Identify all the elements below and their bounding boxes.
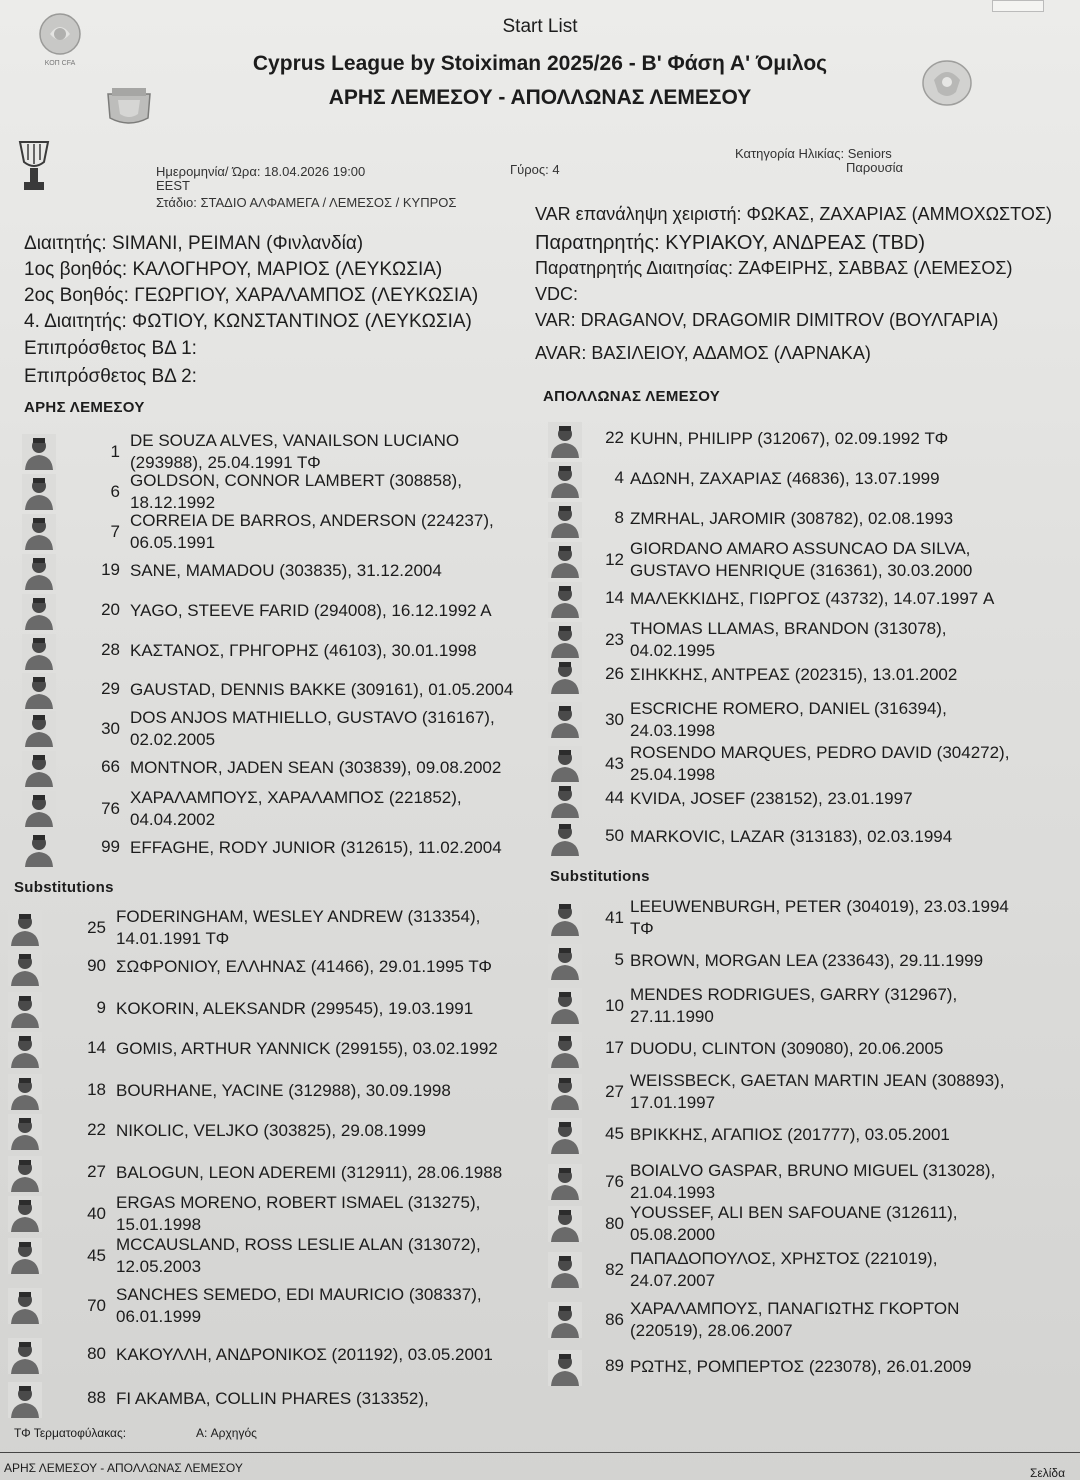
shirt-number: 20: [101, 600, 120, 619]
player-photo: [548, 502, 582, 538]
player-photo: [8, 950, 42, 986]
shirt-number: 8: [614, 508, 624, 527]
player-photo: [548, 820, 582, 856]
player-line: MARKOVIC, LAZAR (313183), 02.03.1994: [630, 827, 953, 846]
player-photo: [548, 702, 582, 738]
shirt-number: 1: [110, 442, 120, 461]
shirt-number: 28: [101, 640, 120, 659]
official-right-6: AVAR: ΒΑΣΙΛΕΙΟΥ, ΑΔΑΜΟΣ (ΛΑΡΝΑΚΑ): [535, 343, 871, 363]
match-stadium: Στάδιο: ΣΤΑΔΙΟ ΑΛΦΑΜΕΓΑ / ΛΕΜΕΣΟΣ / ΚΥΠΡΟΣ: [156, 195, 457, 210]
cfa-logo-text: ΚΟΠ CFA: [44, 60, 76, 67]
player-photo: [548, 988, 582, 1024]
player-line: BALOGUN, LEON ADEREMI (312911), 28.06.1988: [116, 1163, 503, 1182]
shirt-number: 10: [605, 996, 624, 1015]
player-info: [630, 742, 1009, 786]
player-line: GIORDANO AMARO ASSUNCAO DA SILVA,: [630, 539, 971, 558]
player-line: ROSENDO MARQUES, PEDRO DAVID (304272),: [630, 743, 1010, 762]
shirt-number: 30: [101, 719, 120, 738]
shirt-number: 45: [87, 1246, 106, 1265]
player-photo: [22, 711, 56, 747]
player-info: [130, 787, 462, 831]
legend-goalkeeper: ΤΦ Τερματοφύλακας:: [14, 1426, 127, 1440]
player-photo: [22, 673, 56, 709]
player-line: ΣΩΦΡΟΝΙΟΥ, ΕΛΛΗΝΑΣ (41466), 29.01.1995 ΤΦ: [116, 957, 492, 976]
player-line: ΚΑΚΟΥΛΛΗ, ΑΝΔΡΟΝΙΚΟΣ (201192), 03.05.2001: [116, 1345, 493, 1364]
footer-match: ΑΡΗΣ ΛΕΜΕΣΟΥ - ΑΠΟΛΛΩΝΑΣ ΛΕΜΕΣΟΥ: [4, 1461, 243, 1475]
shirt-number: 88: [87, 1388, 106, 1407]
player-line: FI AKAMBA, COLLIN PHARES (313352),: [116, 1389, 429, 1408]
player-line: 04.04.2002: [130, 810, 216, 829]
player-line: MONTNOR, JADEN SEAN (303839), 09.08.2002: [130, 758, 502, 777]
player-photo: [548, 900, 582, 936]
legend-captain: A: Αρχηγός: [196, 1426, 257, 1440]
shirt-number: 50: [605, 826, 624, 845]
player-info: [116, 1080, 451, 1102]
shirt-number: 76: [101, 799, 120, 818]
shirt-number: 43: [605, 754, 624, 773]
player-info: [630, 698, 947, 742]
player-info: [630, 984, 957, 1028]
shirt-number: 22: [87, 1120, 106, 1139]
player-line: NIKOLIC, VELJKO (303825), 29.08.1999: [116, 1121, 426, 1140]
player-line: ΒΡΙΚΚΗΣ, ΑΓΑΠΙΟΣ (201777), 03.05.2001: [630, 1125, 950, 1144]
player-line: GAUSTAD, DENNIS BAKKE (309161), 01.05.2004: [130, 680, 514, 699]
player-line: 24.07.2007: [630, 1271, 716, 1290]
age-category: Κατηγορία Ηλικίας: Seniors: [735, 146, 892, 161]
player-info: [116, 1192, 480, 1236]
player-photo: [548, 1302, 582, 1338]
shirt-number: 82: [605, 1260, 624, 1279]
official-left-3: 2ος Βοηθός: ΓΕΩΡΓΙΟΥ, ΧΑΡΑΛΑΜΠΟΣ (ΛΕΥΚΩΣΙΑ): [24, 285, 479, 306]
player-info: [130, 757, 501, 779]
player-info: [630, 950, 983, 972]
player-info: [630, 468, 940, 490]
player-photo: [548, 622, 582, 658]
match-datetime: Ημερομηνία/ Ώρα: 18.04.2026 19:00: [156, 164, 366, 179]
player-info: [630, 896, 1009, 940]
home-subs-heading: Substitutions: [14, 879, 114, 896]
shirt-number: 18: [87, 1080, 106, 1099]
shirt-number: 41: [605, 908, 624, 927]
player-info: [630, 1038, 943, 1060]
player-line: MCCAUSLAND, ROSS LESLIE ALAN (313072),: [116, 1235, 481, 1254]
player-line: GUSTAVO HENRIQUE (316361), 30.03.2000: [630, 561, 973, 580]
shirt-number: 26: [605, 664, 624, 683]
player-info: [130, 560, 442, 582]
player-line: 27.11.1990: [630, 1007, 714, 1026]
player-info: [130, 600, 492, 622]
player-info: [116, 1162, 502, 1184]
player-line: ΚΑΣΤΑΝΟΣ, ΓΡΗΓΟΡΗΣ (46103), 30.01.1998: [130, 641, 477, 660]
official-left-4: 4. Διαιτητής: ΦΩΤΙΟΥ, ΚΩΝΣΤΑΝΤΙΝΟΣ (ΛΕΥΚΩΣΙΑ): [24, 311, 472, 332]
player-line: 06.05.1991: [130, 533, 216, 552]
shirt-number: 27: [87, 1162, 106, 1181]
player-line: 04.02.1995: [630, 641, 716, 660]
player-photo: [8, 1114, 42, 1150]
player-line: KUHN, PHILIPP (312067), 02.09.1992 ΤΦ: [630, 429, 949, 448]
player-photo: [548, 1118, 582, 1154]
player-line: YAGO, STEEVE FARID (294008), 16.12.1992 A: [130, 601, 492, 620]
home-team-heading: ΑΡΗΣ ΛΕΜΕΣΟΥ: [24, 399, 145, 416]
shirt-number: 70: [87, 1296, 106, 1315]
footer-page-label: Σελίδα: [1030, 1466, 1066, 1480]
player-photo: [548, 1252, 582, 1288]
player-photo: [548, 1350, 582, 1386]
player-photo: [548, 782, 582, 818]
player-photo: [8, 1382, 42, 1418]
player-line: ΣΙΗΚΚΗΣ, ΑΝΤΡΕΑΣ (202315), 13.01.2002: [630, 665, 958, 684]
official-left-5: Επιπρόσθετος ΒΔ 1:: [24, 338, 197, 359]
shirt-number: 45: [605, 1124, 624, 1143]
shirt-number: 5: [614, 950, 624, 969]
player-info: [630, 1124, 950, 1146]
player-line: BOURHANE, YACINE (312988), 30.09.1998: [116, 1081, 451, 1100]
player-info: [630, 788, 913, 810]
player-info: [116, 906, 480, 950]
player-line: SANCHES SEMEDO, EDI MAURICIO (308337),: [116, 1285, 482, 1304]
player-line: 15.01.1998: [116, 1215, 202, 1234]
attendance: Παρουσία: [846, 160, 904, 175]
player-info: [630, 1356, 971, 1378]
player-photo: [22, 831, 56, 867]
player-info: [116, 1388, 429, 1410]
player-info: [630, 538, 972, 582]
player-line: 24.03.1998: [630, 721, 716, 740]
official-left-1: Διαιτητής: SIMANI, PEIMAN (Φινλανδία): [24, 233, 364, 254]
player-info: [116, 1038, 498, 1060]
player-photo: [22, 514, 56, 550]
player-line: ΧΑΡΑΛΑΜΠΟΥΣ, ΠΑΝΑΓΙΩΤΗΣ ΓΚΟΡΤΟΝ: [630, 1299, 960, 1318]
shirt-number: 23: [605, 630, 624, 649]
shirt-number: 99: [101, 837, 120, 856]
official-left-2: 1ος βοηθός: ΚΑΛΟΓΗΡΟΥ, ΜΑΡΙΟΣ (ΛΕΥΚΩΣΙΑ): [24, 259, 443, 280]
player-info: [116, 1284, 482, 1328]
player-line: ERGAS MORENO, ROBERT ISMAEL (313275),: [116, 1193, 481, 1212]
player-photo: [8, 1338, 42, 1374]
shirt-number: 27: [605, 1082, 624, 1101]
player-photo: [22, 474, 56, 510]
player-line: DE SOUZA ALVES, VANAILSON LUCIANO: [130, 431, 460, 450]
shirt-number: 14: [605, 588, 624, 607]
player-photo: [8, 1032, 42, 1068]
player-photo: [548, 746, 582, 782]
player-line: 25.04.1998: [630, 765, 716, 784]
shirt-number: 80: [87, 1344, 106, 1363]
player-photo: [548, 462, 582, 498]
player-line: WEISSBECK, GAETAN MARTIN JEAN (308893),: [630, 1071, 1005, 1090]
player-info: [130, 510, 494, 554]
official-left-6: Επιπρόσθετος ΒΔ 2:: [24, 366, 197, 387]
shirt-number: 40: [87, 1204, 106, 1223]
player-info: [116, 1344, 493, 1366]
player-photo: [8, 1074, 42, 1110]
league-trophy-icon: [14, 138, 54, 194]
player-line: LEEUWENBURGH, PETER (304019), 23.03.1994: [630, 897, 1009, 916]
player-photo: [8, 1238, 42, 1274]
player-photo: [22, 634, 56, 670]
shirt-number: 19: [101, 560, 120, 579]
player-info: [630, 1202, 958, 1246]
player-line: KVIDA, JOSEF (238152), 23.01.1997: [630, 789, 913, 808]
player-line: ZMRHAL, JAROMIR (308782), 02.08.1993: [630, 509, 954, 528]
player-info: [630, 1070, 1004, 1114]
player-line: YOUSSEF, ALI BEN SAFOUANE (312611),: [630, 1203, 958, 1222]
shirt-number: 66: [101, 757, 120, 776]
official-right-3: Παρατηρητής Διαιτησίας: ΖΑΦΕΙΡΗΣ, ΣΑΒΒΑΣ (ΛΕΜΕΣΟΣ): [535, 258, 1013, 278]
doc-title: Start List: [502, 16, 578, 37]
player-photo: [22, 751, 56, 787]
player-photo: [548, 542, 582, 578]
player-line: ΤΦ: [630, 919, 654, 938]
player-info: [116, 956, 492, 978]
player-info: [130, 707, 495, 751]
player-info: [630, 826, 952, 848]
player-photo: [22, 434, 56, 470]
player-line: GOMIS, ARTHUR YANNICK (299155), 03.02.1992: [116, 1039, 498, 1058]
player-line: 02.02.2005: [130, 730, 216, 749]
shirt-number: 30: [605, 710, 624, 729]
player-line: BOIALVO GASPAR, BRUNO MIGUEL (313028),: [630, 1161, 996, 1180]
player-photo: [548, 1074, 582, 1110]
player-info: [116, 1120, 426, 1142]
shirt-number: 4: [614, 468, 624, 487]
match-round: Γύρος: 4: [510, 162, 560, 177]
official-right-4: VDC:: [535, 284, 579, 304]
match-timezone: EEST: [156, 178, 190, 193]
player-info: [130, 679, 513, 701]
away-subs-heading: Substitutions: [550, 868, 650, 885]
player-info: [630, 618, 946, 662]
player-info: [130, 430, 459, 474]
corner-tab: [992, 0, 1044, 12]
player-line: FODERINGHAM, WESLEY ANDREW (313354),: [116, 907, 481, 926]
player-line: GOLDSON, CONNOR LAMBERT (308858),: [130, 471, 462, 490]
player-line: ΡΩΤΗΣ, ΡΟΜΠΕΡΤΟΣ (223078), 26.01.2009: [630, 1357, 972, 1376]
shirt-number: 89: [605, 1356, 624, 1375]
player-info: [130, 837, 502, 859]
player-line: MENDES RODRIGUES, GARRY (312967),: [630, 985, 958, 1004]
match-title: ΑΡΗΣ ΛΕΜΕΣΟΥ - ΑΠΟΛΛΩΝΑΣ ΛΕΜΕΣΟΥ: [328, 86, 752, 109]
player-photo: [548, 944, 582, 980]
player-line: SANE, MAMADOU (303835), 31.12.2004: [130, 561, 442, 580]
player-photo: [8, 910, 42, 946]
player-line: KOKORIN, ALEKSANDR (299545), 19.03.1991: [116, 999, 474, 1018]
official-right-5: VAR: DRAGANOV, DRAGOMIR DIMITROV (ΒΟΥΛΓΑΡΙΑ): [535, 310, 999, 330]
player-photo: [8, 1196, 42, 1232]
shirt-number: 80: [605, 1214, 624, 1233]
competition-title: Cyprus League by Stoiximan 2025/26 - Β' Φάση Α' Όμιλος: [252, 52, 828, 75]
player-line: ΠΑΠΑΔΟΠΟΥΛΟΣ, ΧΡΗΣΤΟΣ (221019),: [630, 1249, 938, 1268]
player-info: [116, 998, 473, 1020]
player-photo: [8, 1156, 42, 1192]
official-right-2: Παρατηρητής: ΚΥΡΙΑΚΟΥ, ΑΝΔΡΕΑΣ (TBD): [535, 232, 925, 254]
player-photo: [548, 582, 582, 618]
player-line: 12.05.2003: [116, 1257, 202, 1276]
shirt-number: 25: [87, 918, 106, 937]
player-info: [116, 1234, 481, 1278]
player-photo: [8, 992, 42, 1028]
player-photo: [548, 422, 582, 458]
player-info: [130, 640, 477, 662]
player-line: DOS ANJOS MATHIELLO, GUSTAVO (316167),: [130, 708, 495, 727]
player-photo: [548, 1032, 582, 1068]
shirt-number: 14: [87, 1038, 106, 1057]
player-line: 18.12.1992: [130, 493, 216, 512]
player-line: ΧΑΡΑΛΑΜΠΟΥΣ, ΧΑΡΑΛΑΜΠΟΣ (221852),: [130, 788, 462, 807]
shirt-number: 22: [605, 428, 624, 447]
player-photo: [548, 1206, 582, 1242]
shirt-number: 76: [605, 1172, 624, 1191]
player-line: ΜΑΛΕΚΚΙΔΗΣ, ΓΙΩΡΓΟΣ (43732), 14.07.1997 A: [630, 589, 995, 608]
player-line: 05.08.2000: [630, 1225, 716, 1244]
shirt-number: 12: [605, 550, 624, 569]
player-line: 14.01.1991 ΤΦ: [116, 929, 230, 948]
shirt-number: 6: [110, 482, 120, 501]
shirt-number: 44: [605, 788, 624, 807]
player-line: 17.01.1997: [630, 1093, 716, 1112]
footer-rule: [0, 1452, 1080, 1453]
player-line: EFFAGHE, RODY JUNIOR (312615), 11.02.2004: [130, 838, 502, 857]
player-line: CORREIA DE BARROS, ANDERSON (224237),: [130, 511, 494, 530]
shirt-number: 90: [87, 956, 106, 975]
player-line: BROWN, MORGAN LEA (233643), 29.11.1999: [630, 951, 984, 970]
away-team-heading: ΑΠΟΛΛΩΝΑΣ ΛΕΜΕΣΟΥ: [543, 388, 721, 405]
shirt-number: 9: [96, 998, 106, 1017]
shirt-number: 7: [110, 522, 120, 541]
player-line: (220519), 28.06.2007: [630, 1321, 793, 1340]
player-photo: [22, 554, 56, 590]
player-line: ESCRICHE ROMERO, DANIEL (316394),: [630, 699, 947, 718]
player-photo: [8, 1288, 42, 1324]
player-info: [630, 1160, 995, 1204]
away-team-crest: [920, 58, 974, 108]
player-info: [630, 1248, 937, 1292]
player-line: DUODU, CLINTON (309080), 20.06.2005: [630, 1039, 944, 1058]
player-photo: [22, 594, 56, 630]
player-line: THOMAS LLAMAS, BRANDON (313078),: [630, 619, 947, 638]
player-info: [630, 664, 957, 686]
player-info: [630, 508, 953, 530]
player-info: [630, 428, 948, 450]
shirt-number: 86: [605, 1310, 624, 1329]
shirt-number: 17: [605, 1038, 624, 1057]
player-line: 21.04.1993: [630, 1183, 716, 1202]
player-info: [130, 470, 462, 514]
home-team-crest: [104, 84, 154, 128]
player-info: [630, 1298, 959, 1342]
player-info: [630, 588, 994, 610]
player-photo: [548, 658, 582, 694]
official-right-1: VAR επανάληψη χειριστή: ΦΩΚΑΣ, ΖΑΧΑΡΙΑΣ (ΑΜΜΟΧΩΣΤΟΣ): [535, 204, 1052, 224]
player-photo: [22, 791, 56, 827]
player-line: 06.01.1999: [116, 1307, 202, 1326]
player-line: (293988), 25.04.1991 ΤΦ: [130, 453, 321, 472]
player-line: ΑΔΩΝΗ, ΖΑΧΑΡΙΑΣ (46836), 13.07.1999: [630, 469, 940, 488]
shirt-number: 29: [101, 679, 120, 698]
cfa-logo: [38, 12, 82, 70]
player-photo: [548, 1164, 582, 1200]
